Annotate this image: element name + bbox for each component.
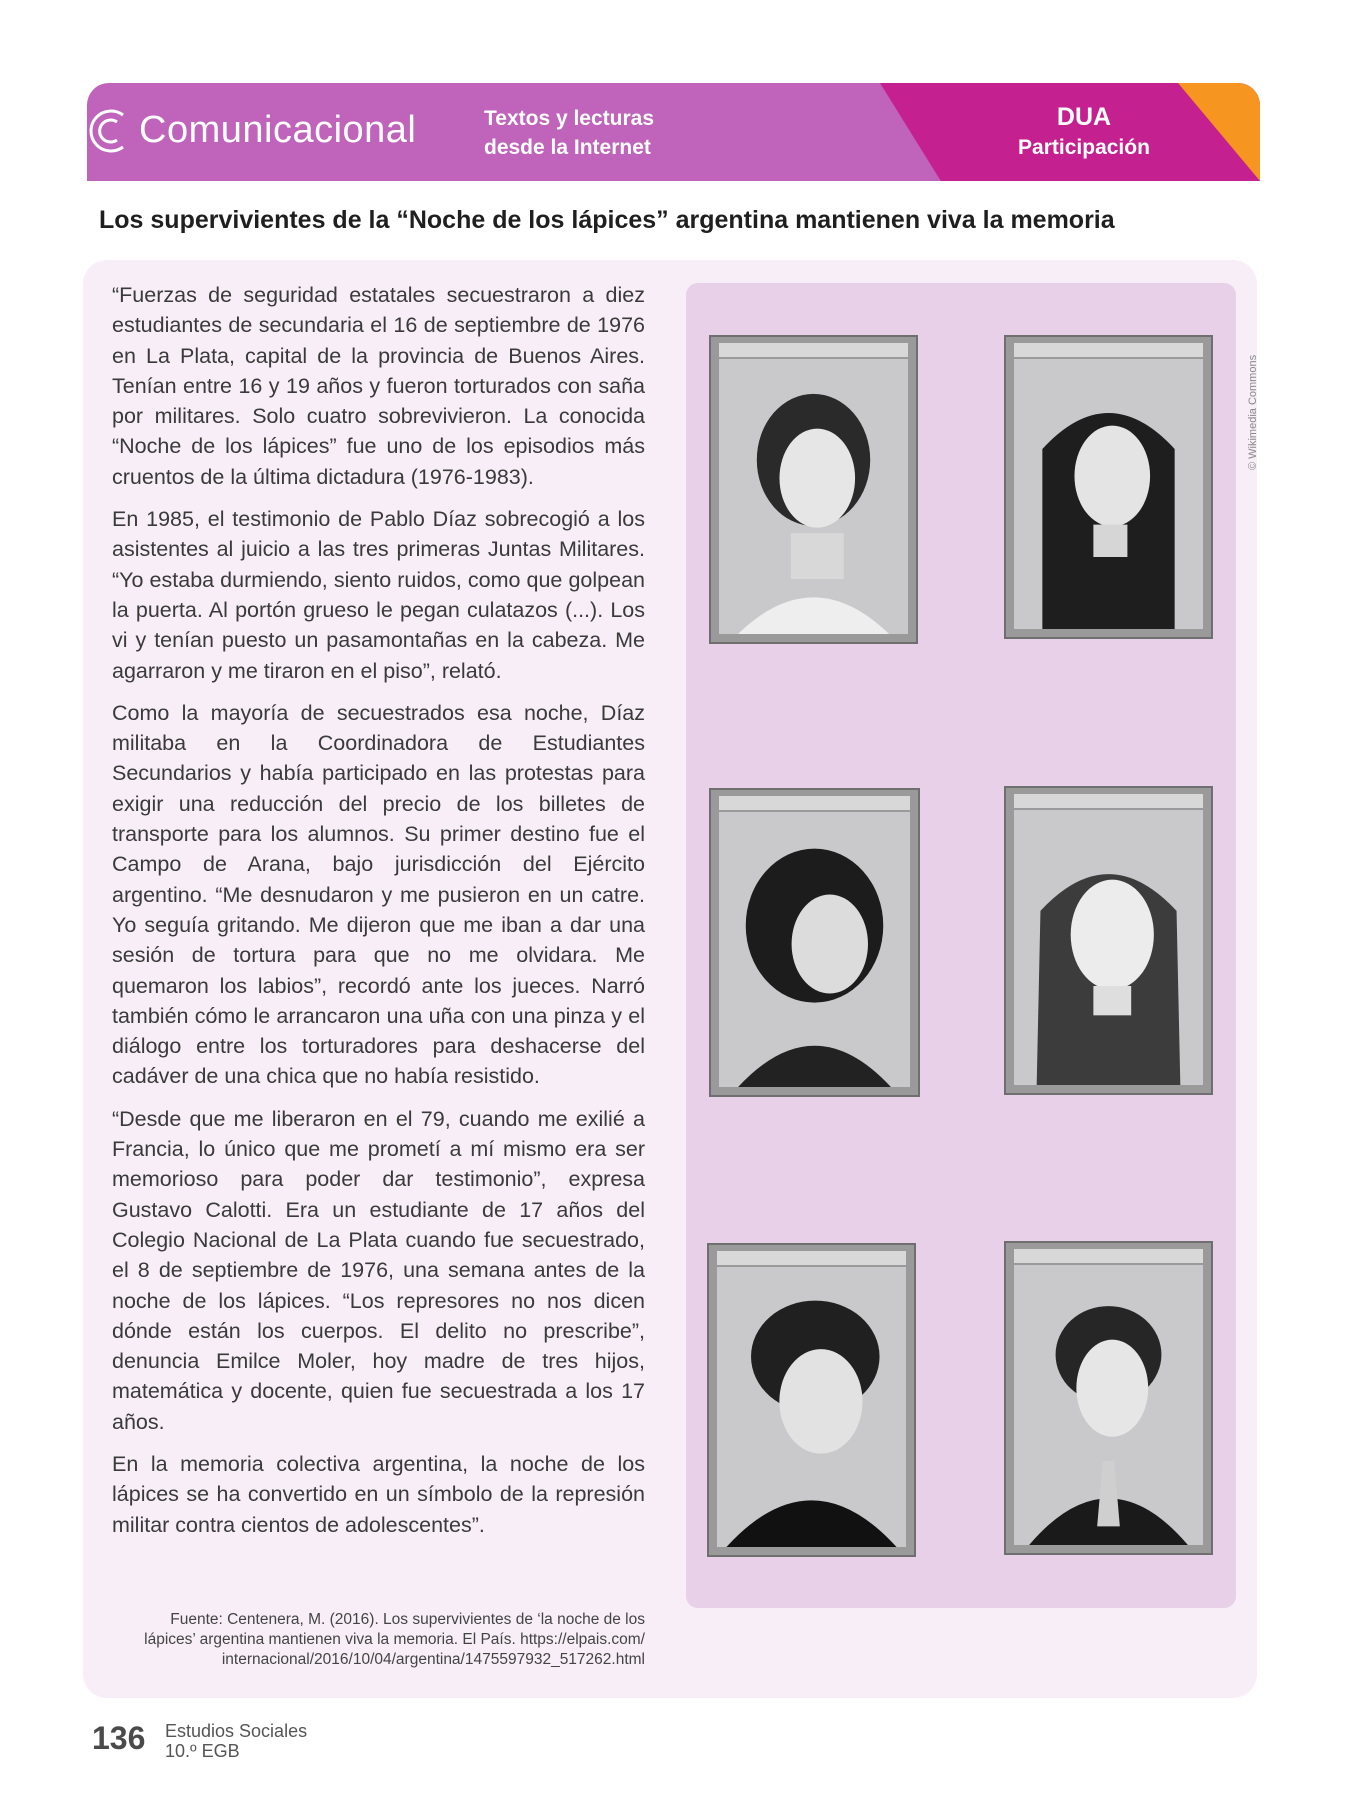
portrait-photo xyxy=(1004,1241,1213,1555)
source-line: internacional/2016/10/04/argentina/1475597932_517262.html xyxy=(221,1651,645,1668)
header-banner xyxy=(87,83,1260,181)
article-paragraph: “Fuerzas de seguridad estatales secuestraron a diez estudiantes de secundaria el 16 de septiembre de 1976 en La Plata, capital de la provincia de Buenos Aires. Tenían entre 16 y 19 años y fueron torturados con saña por militares. Solo cuatro sobrevivieron. La conocida “Noche de los lápices” fue uno de los episodios más cruentos de la última dictadura (1976-1983). xyxy=(112,283,645,489)
portrait-photo xyxy=(709,335,918,644)
source-line: Fuente: Centenera, M. (2016). Los supervivientes de ‘la noche de los xyxy=(170,1611,645,1628)
header-subtitle-line1: Textos y lecturas xyxy=(484,107,655,130)
article-paragraph: En 1985, el testimonio de Pablo Díaz sobrecogió a los asistentes al juicio a las tres primeras Juntas Militares. “Yo estaba durmiendo, siento ruidos, como que golpean la puerta. Al portón grueso le pegan culatazos (...). Los vi y tenían puesto un pasamontañas en la cabeza. Me agarraron y me tiraron en el piso”, relató. xyxy=(112,507,645,683)
footer-grade: 10.º EGB xyxy=(165,1741,240,1761)
photo-caption-bar xyxy=(1014,343,1203,357)
source-line: lápices’ argentina mantienen viva la memoria. El País. https://elpais.com/ xyxy=(144,1631,645,1648)
page-number: 136 xyxy=(92,1720,146,1756)
footer-subject: Estudios Sociales xyxy=(165,1721,308,1741)
dua-title: DUA xyxy=(1056,103,1112,131)
photo-caption-bar xyxy=(1014,1249,1203,1263)
portrait-silhouette-icon xyxy=(1014,359,1203,629)
photo-caption-bar xyxy=(1014,794,1203,808)
portrait-photo xyxy=(1004,786,1213,1095)
portrait-silhouette-icon xyxy=(717,1267,906,1547)
photo-caption-bar xyxy=(719,796,910,810)
comunicacional-logo-icon xyxy=(87,107,131,155)
portrait-silhouette-icon xyxy=(1014,810,1203,1085)
dua-subtitle: Participación xyxy=(1018,136,1150,159)
page-title: Los supervivientes de la “Noche de los lápices” argentina mantienen viva la memoria xyxy=(99,206,1115,234)
article-paragraph: En la memoria colectiva argentina, la noche de los lápices se ha convertido en un símbolo de la represión militar contra cientos de adolescentes”. xyxy=(112,1451,645,1537)
header-subtitle-line2: desde la Internet xyxy=(484,136,651,159)
portrait-photo xyxy=(709,788,920,1097)
portrait-silhouette-icon xyxy=(719,812,910,1087)
source-citation xyxy=(112,1610,645,1670)
portrait-photo xyxy=(707,1243,916,1557)
portrait-silhouette-icon xyxy=(1014,1265,1203,1545)
photo-credit: © Wikimedia Commons xyxy=(1247,354,1259,470)
photo-caption-bar xyxy=(717,1251,906,1265)
article-body xyxy=(112,280,645,1552)
photo-caption-bar xyxy=(719,343,908,357)
portrait-silhouette-icon xyxy=(719,359,908,634)
article-paragraph: “Desde que me liberaron en el 79, cuando me exilié a Francia, lo único que me prometí a mí mismo era ser memorioso para poder dar testimonio”, expresa Gustavo Calotti. Era un estudiante de 17 años del Colegio Nacional de La Plata cuando fue secuestrado, el 8 de septiembre de 1976, una semana antes de la noche de los lápices. “Los represores no nos dicen dónde están los cuerpos. El delito no prescribe”, denuncia Emilce Moler, hoy madre de tres hijos, matemática y docente, quien fue secuestrada a los 17 años. xyxy=(112,1106,645,1434)
brand-name: Comunicacional xyxy=(139,109,417,151)
photo-panel xyxy=(686,283,1236,1608)
portrait-photo xyxy=(1004,335,1213,639)
article-paragraph: Como la mayoría de secuestrados esa noche, Díaz militaba en la Coordinadora de Estudiantes Secundarios y había participado en las protestas para exigir una reducción del precio de los billetes de transporte para los alumnos. Su primer destino fue el Campo de Arana, bajo jurisdicción del Ejército argentino. “Me desnudaron y me pusieron en un catre. Yo seguía gritando. Me dijeron que me iban a dar una sesión de tortura para que no me olvidara. Me quemaron los labios”, recordó ante los jueces. Narró también cómo le arrancaron una uña con una pinza y el diálogo entre los torturadores para deshacerse del cadáver de una chica que no había resistido. xyxy=(112,700,645,1089)
